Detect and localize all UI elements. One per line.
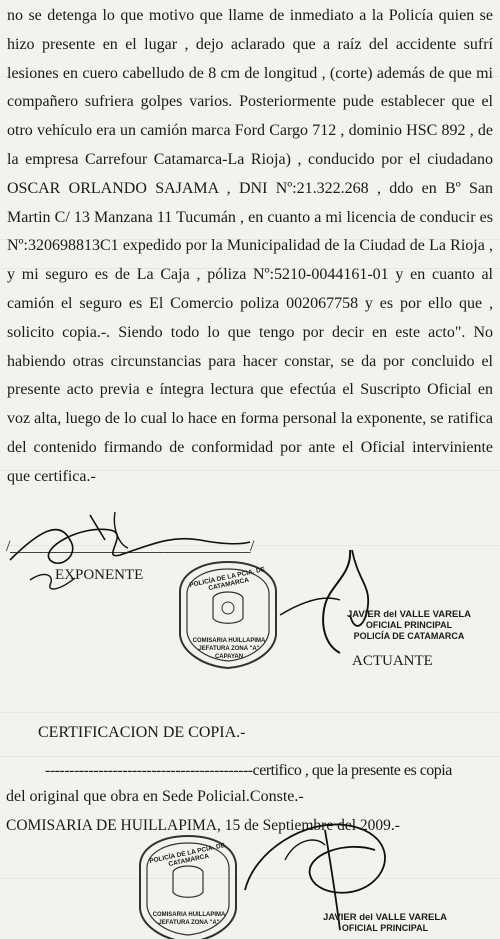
official-name-2: JAVIER del VALLE VARELA [322, 912, 448, 923]
seal-2-ring-text: POLICÍA DE LA PCIA. DE CATAMARCA [148, 842, 226, 869]
exponente-label: EXPONENTE [55, 567, 144, 583]
certification-line-2: del original que obra en Sede Policial.Conste.- [6, 788, 304, 805]
official-unit: POLICÍA DE CATAMARCA [353, 631, 465, 641]
certification-line: -------------------------------------------certifico , que la presente es copia [45, 762, 452, 779]
statement-body: no se detenga lo que motivo que llame de inmediato a la Policía quien se hizo presente en el lugar , dejo aclarado que a raíz del accidente sufrí lesiones en cuero cabelludo de 8 cm de longitud , (corte) además de que mi compañero sufriera golpes varios. Posteriormente pude establecer que el otro vehículo era un camión marca Ford Cargo 712 , dominio HSC 892 , de la empresa Carrefour Catamarca-La Rioja) , conducido por el ciudadano OSCAR ORLANDO SAJAMA , DNI Nº:21.322.268 , ddo en Bº San Martin C/ 13 Manzana 11 Tucumán , en cuanto a mi licencia de conducir es Nº:320698813C1 expedido por la Municipalidad de la Ciudad de La Rioja , y mi seguro es de La Caja , póliza Nº:5210-0044161-01 y en cuanto al camión el seguro es El Comercio poliza 002067758 y es por ello que , solicito copia.-. Siendo todo lo que tengo por decir en este acto". No habiendo otras circunstancias para hacer constar, se da por concluido el presente acto previa e íntegra lectura que efectúa el Suscripto Oficial en voz alta, luego de lo cual lo hace en forma personal la exponente, se ratifica del contenido firmando de conformidad por ante el Oficial interviniente que certifica.- [7, 7, 493, 485]
official-rank: OFICIAL PRINCIPAL [365, 620, 453, 630]
certification-title: CERTIFICACION DE COPIA.- [38, 724, 246, 741]
seal-line-2: JEFATURA ZONA "A" [198, 646, 260, 652]
seal-line-3: CAPAYAN [214, 654, 244, 660]
place-date: COMISARIA DE HUILLAPIMA, 15 de Septiembre del 2009.- [6, 817, 400, 834]
seal-line-1: COMISARIA HUILLAPIMA [192, 638, 266, 644]
official-name: JAVIER del VALLE VARELA [346, 609, 472, 620]
seal-ring-text: POLICÍA DE LA PCIA. DE CATAMARCA [188, 566, 266, 593]
official-rank-2: OFICIAL PRINCIPAL [341, 923, 429, 933]
seal-2-line-2: JEFATURA ZONA "A" [158, 920, 220, 926]
actuante-label: ACTUANTE [352, 653, 433, 669]
seal-2-line-1: COMISARIA HUILLAPIMA [152, 912, 226, 918]
signature-line: /________________________________/ [6, 538, 254, 555]
